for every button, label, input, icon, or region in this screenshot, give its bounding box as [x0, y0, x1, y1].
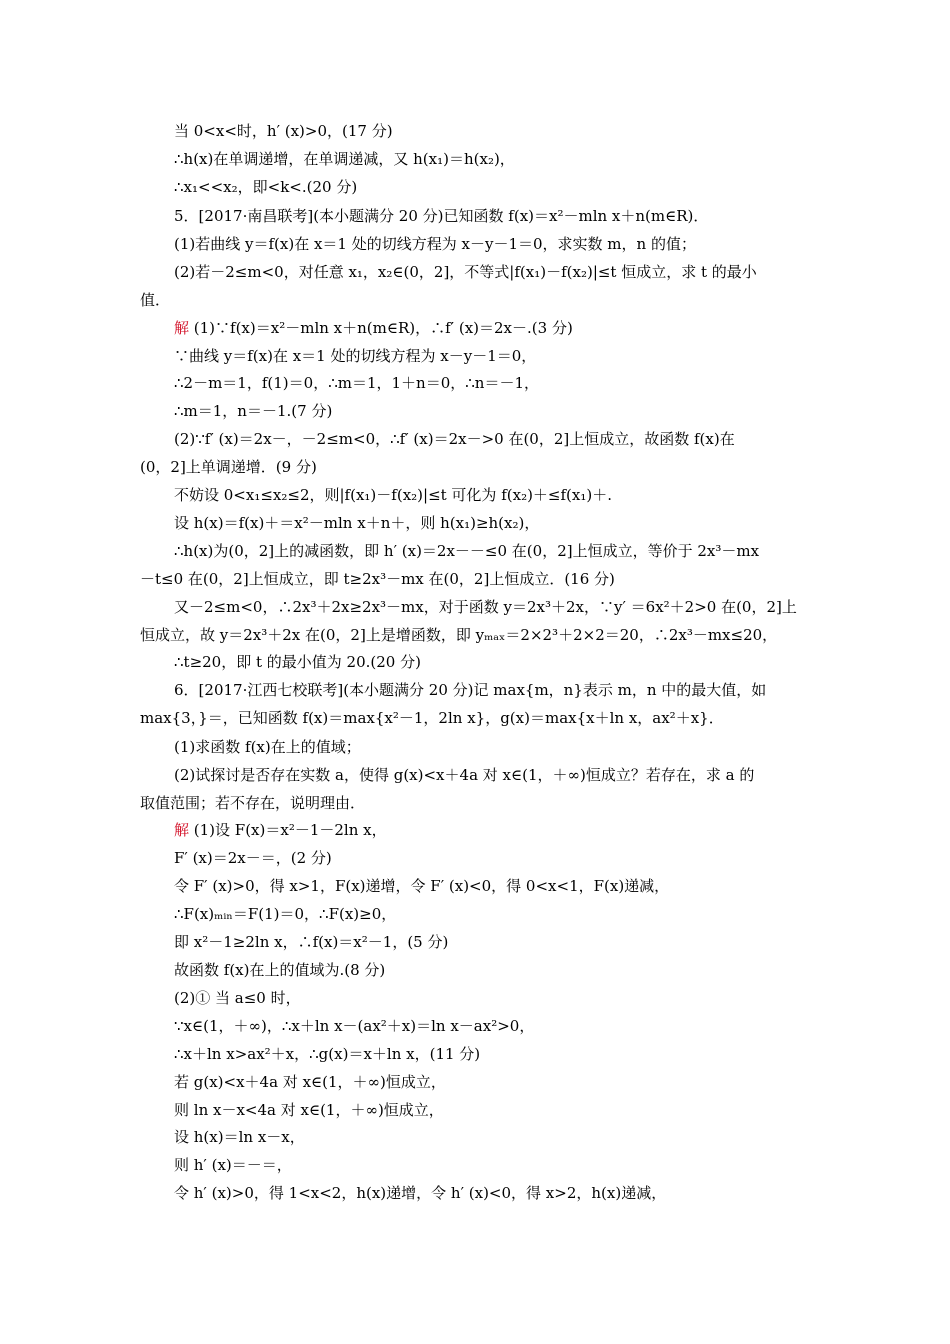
text-line: 则 h′ (x)＝－＝，	[174, 1156, 292, 1174]
text-line: 5．[2017·南昌联考](本小题满分 20 分)已知函数 f(x)＝x²－mln x＋n(m∈R)．	[174, 207, 709, 225]
text-line: 故函数 f(x)在上的值域为.(8 分)	[174, 961, 386, 979]
solution-label: 解	[174, 821, 190, 839]
text-line: F′ (x)＝2x－＝，(2 分)	[174, 849, 332, 867]
text-line: (2)∵f′ (x)＝2x－，－2≤m<0，∴f′ (x)＝2x－>0 在(0，2]上恒成立，故函数 f(x)在	[174, 430, 735, 448]
text-line: 则 ln x－x<4a 对 x∈(1，＋∞)恒成立，	[174, 1101, 444, 1119]
text-line: 设 h(x)＝ln x－x，	[174, 1128, 305, 1146]
text-line: ∵x∈(1，＋∞)，∴x＋ln x－(ax²＋x)＝ln x－ax²>0，	[174, 1017, 535, 1035]
text-line: 恒成立，故 y＝2x³＋2x 在(0，2]上是增函数，即 yₘₐₓ＝2×2³＋2×2＝20，∴2x³－mx≤20，	[140, 626, 778, 644]
solution-line: 解 (1)∵f(x)＝x²－mln x＋n(m∈R)，∴f′ (x)＝2x－.(3 分)	[174, 319, 573, 337]
text-line: 不妨设 0<x₁≤x₂≤2，则|f(x₁)－f(x₂)|≤t 可化为 f(x₂)＋≤f(x₁)＋.	[174, 486, 612, 504]
text-line: max{3，}＝，已知函数 f(x)＝max{x²－1，2ln x}，g(x)＝max{x＋ln x，ax²＋x}．	[140, 709, 724, 727]
text-line: 取值范围；若不存在，说明理由．	[140, 794, 366, 812]
text-line: ∵曲线 y＝f(x)在 x＝1 处的切线方程为 x－y－1＝0，	[174, 347, 537, 365]
text-line: ∴2－m＝1，f(1)＝0，∴m＝1，1＋n＝0，∴n＝－1，	[174, 374, 540, 392]
text-line: ∴h(x)在单调递增，在单调递减，又 h(x₁)＝h(x₂)，	[174, 150, 515, 168]
text-line: 设 h(x)＝f(x)＋＝x²－mln x＋n＋，则 h(x₁)≥h(x₂)，	[174, 514, 540, 532]
text-line: ∴F(x)ₘᵢₙ＝F(1)＝0，∴F(x)≥0，	[174, 905, 397, 923]
text-line: ∴x＋ln x>ax²＋x，∴g(x)＝x＋ln x，(11 分)	[174, 1045, 481, 1063]
text-line: 若 g(x)<x＋4a 对 x∈(1，＋∞)恒成立，	[174, 1073, 446, 1091]
text-line: 又－2≤m<0，∴2x³＋2x≥2x³－mx，对于函数 y＝2x³＋2x，∵y′ ＝6x²＋2>0 在(0，2]上	[174, 598, 797, 616]
text-line: (1)若曲线 y＝f(x)在 x＝1 处的切线方程为 x－y－1＝0，求实数 m，n 的值；	[174, 235, 696, 253]
text-line: 即 x²－1≥2ln x，∴f(x)＝x²－1，(5 分)	[174, 933, 449, 951]
text-line: 值．	[140, 291, 171, 309]
solution-label: 解	[174, 319, 190, 337]
text-line: ∴t≥20，即 t 的最小值为 20.(20 分)	[174, 653, 421, 671]
text-line: 令 h′ (x)>0，得 1<x<2，h(x)递增，令 h′ (x)<0，得 x>2，h(x)递减，	[174, 1184, 667, 1202]
text-line: 当 0<x<时，h′ (x)>0，(17 分)	[174, 122, 393, 140]
text-line: (0，2]上单调递增．(9 分)	[140, 458, 317, 476]
text-line: (2)试探讨是否存在实数 a，使得 g(x)<x＋4a 对 x∈(1，＋∞)恒成立？若存在，求 a 的	[174, 766, 755, 784]
text-line: (1)求函数 f(x)在上的值域；	[174, 738, 361, 756]
text-line: ∴m＝1，n＝－1.(7 分)	[174, 402, 333, 420]
text-line: －t≤0 在(0，2]上恒成立，即 t≥2x³－mx 在(0，2]上恒成立．(16 分)	[140, 570, 615, 588]
text-line: (2)① 当 a≤0 时，	[174, 989, 301, 1007]
text-line: (2)若－2≤m<0，对任意 x₁，x₂∈(0，2]，不等式|f(x₁)－f(x₂)|≤t 恒成立，求 t 的最小	[174, 263, 757, 281]
text-line: ∴x₁<<x₂，即<k<.(20 分)	[174, 178, 358, 196]
text-line: 6．[2017·江西七校联考](本小题满分 20 分)记 max{m，n}表示 m，n 中的最大值，如	[174, 681, 767, 699]
text-line: 令 F′ (x)>0，得 x>1，F(x)递增，令 F′ (x)<0，得 0<x<1，F(x)递减，	[174, 877, 670, 895]
text-line: ∴h(x)为(0，2]上的减函数，即 h′ (x)＝2x－－≤0 在(0，2]上恒成立，等价于 2x³－mx	[174, 542, 760, 560]
solution-line: 解 (1)设 F(x)＝x²－1－2ln x，	[174, 821, 387, 839]
